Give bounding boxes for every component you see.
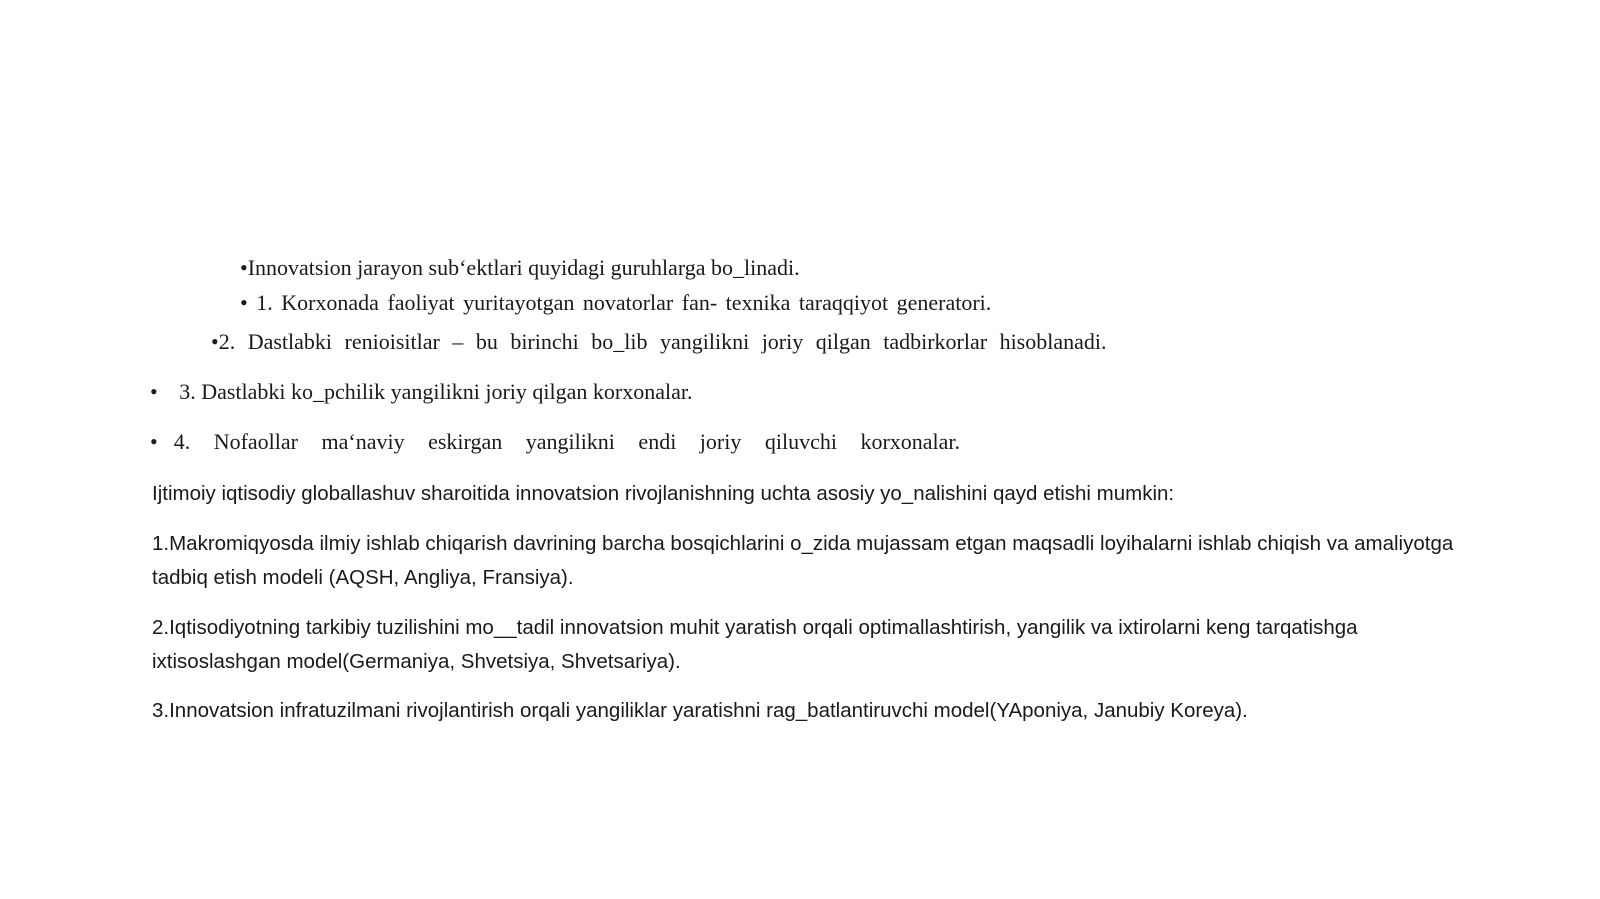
list-item-text: Korxonada faoliyat yuritayotgan novatorlar fan- texnika taraqqiyot generatori. — [281, 290, 992, 315]
bullet-icon: • — [150, 379, 158, 404]
list-item-text: Dastlabki ko_pchilik yangilikni joriy qilgan korxonalar. — [201, 379, 693, 404]
list-item — [150, 378, 692, 406]
list-item — [211, 328, 1107, 356]
bullet-icon: • — [150, 429, 158, 454]
list-item — [150, 428, 960, 456]
bullet-icon: • — [240, 255, 248, 280]
list-item-number: 4. — [173, 429, 191, 454]
list-item-number: 1. — [256, 290, 273, 315]
bullet-icon: • — [240, 290, 248, 315]
list-item-number: 2. — [218, 329, 236, 354]
list-item-text: Dastlabki renioisitlar – bu birinchi bo_lib yangilikni joriy qilgan tadbirkorlar hisoblanadi. — [247, 329, 1107, 354]
list-item-text: Nofaollar ma‘naviy eskirgan yangilikni endi joriy qiluvchi korxonalar. — [213, 429, 961, 454]
list-item-number: 3. — [179, 379, 196, 404]
paragraph: 1.Makromiqyosda ilmiy ishlab chiqarish davrining barcha bosqichlarini o_zida mujassam etgan maqsadli loyihalarni ishlab chiqish va amaliyotga tadbiq etish modeli (AQSH, Angliya, Fransiya). — [152, 532, 1454, 589]
paragraph: 2.Iqtisodiyotning tarkibiy tuzilishini mo__tadil innovatsion muhit yaratish orqali optimallashtirish, yangilik va ixtirolarni keng tarqatishga ixtisoslashgan model(Germaniya, Shvetsiya, Shvetsariya). — [152, 616, 1358, 673]
list-item — [240, 289, 991, 317]
paragraph: 3.Innovatsion infratuzilmani rivojlantirish orqali yangiliklar yaratishni rag_batlantiruvchi model(YAponiya, Janubiy Koreya). — [152, 699, 1248, 722]
bullet-icon: • — [211, 329, 219, 354]
list-item — [240, 254, 800, 282]
paragraph: Ijtimoiy iqtisodiy globallashuv sharoitida innovatsion rivojlanishning uchta asosiy yo_nalishini qayd etishi mumkin: — [152, 482, 1175, 505]
list-item-text: Innovatsion jarayon sub‘ektlari quyidagi guruhlarga bo_linadi. — [247, 255, 800, 280]
